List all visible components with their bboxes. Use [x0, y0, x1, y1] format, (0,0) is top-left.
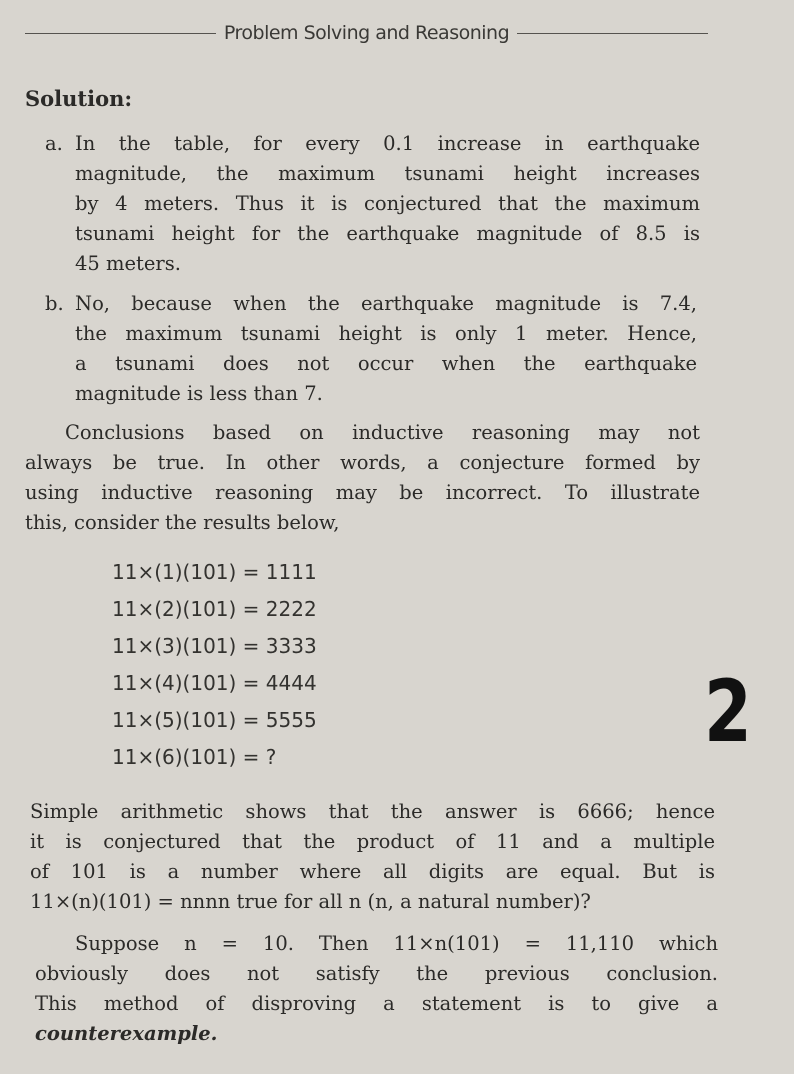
item-a-text [75, 129, 700, 279]
equation: 11×(2)(101) = 2222 [112, 597, 317, 621]
equation: 11×(6)(101) = ? [112, 745, 277, 769]
text-line: by 4 meters. Thus it is conjectured that the maximum [75, 192, 700, 215]
text-line: 45 meters. [75, 252, 181, 275]
text-line: magnitude is less than 7. [75, 382, 323, 405]
header-title: Problem Solving and Reasoning [223, 22, 510, 44]
text-line: of 101 is a number where all digits are equal. But is [30, 860, 715, 883]
text-line: a tsunami does not occur when the earthquake [75, 352, 697, 375]
equation: 11×(3)(101) = 3333 [112, 634, 317, 658]
paragraph-arithmetic [30, 797, 715, 917]
paragraph-inductive [25, 418, 700, 538]
item-b-label: b. [45, 292, 64, 315]
text-line: This method of disproving a statement is to give a [35, 992, 718, 1015]
equation: 11×(1)(101) = 1111 [112, 560, 317, 584]
equation: 11×(4)(101) = 4444 [112, 671, 317, 695]
bold-term: counterexample. [35, 1022, 218, 1045]
text-line: tsunami height for the earthquake magnitude of 8.5 is [75, 222, 700, 245]
text-line: always be true. In other words, a conjecture formed by [25, 451, 700, 474]
text-line: In the table, for every 0.1 increase in earthquake [75, 132, 700, 155]
item-b-text [75, 289, 697, 409]
text-line: this, consider the results below, [25, 511, 340, 534]
item-a-label: a. [45, 132, 63, 155]
text-line: Suppose n = 10. Then 11×n(101) = 11,110 which [75, 932, 718, 955]
text-line: magnitude, the maximum tsunami height increases [75, 162, 700, 185]
text-line: it is conjectured that the product of 11 and a multiple [30, 830, 715, 853]
text-line: obviously does not satisfy the previous conclusion. [35, 962, 718, 985]
paragraph-counterexample [35, 929, 718, 1049]
header-rule-left [25, 33, 216, 34]
text-line: Simple arithmetic shows that the answer is 6666; hence [30, 800, 715, 823]
text-line: No, because when the earthquake magnitude is 7.4, [75, 292, 697, 315]
running-header [25, 22, 708, 44]
handwritten-number: 2 [703, 662, 752, 762]
equation: 11×(5)(101) = 5555 [112, 708, 317, 732]
equation-list [112, 554, 317, 776]
text-line: 11×(n)(101) = nnnn true for all n (n, a natural number)? [30, 890, 591, 913]
text-line: using inductive reasoning may be incorrect. To illustrate [25, 481, 700, 504]
text-line: the maximum tsunami height is only 1 meter. Hence, [75, 322, 697, 345]
solution-heading: Solution: [25, 86, 133, 111]
header-rule-right [517, 33, 708, 34]
text-line: Conclusions based on inductive reasoning may not [65, 421, 700, 444]
